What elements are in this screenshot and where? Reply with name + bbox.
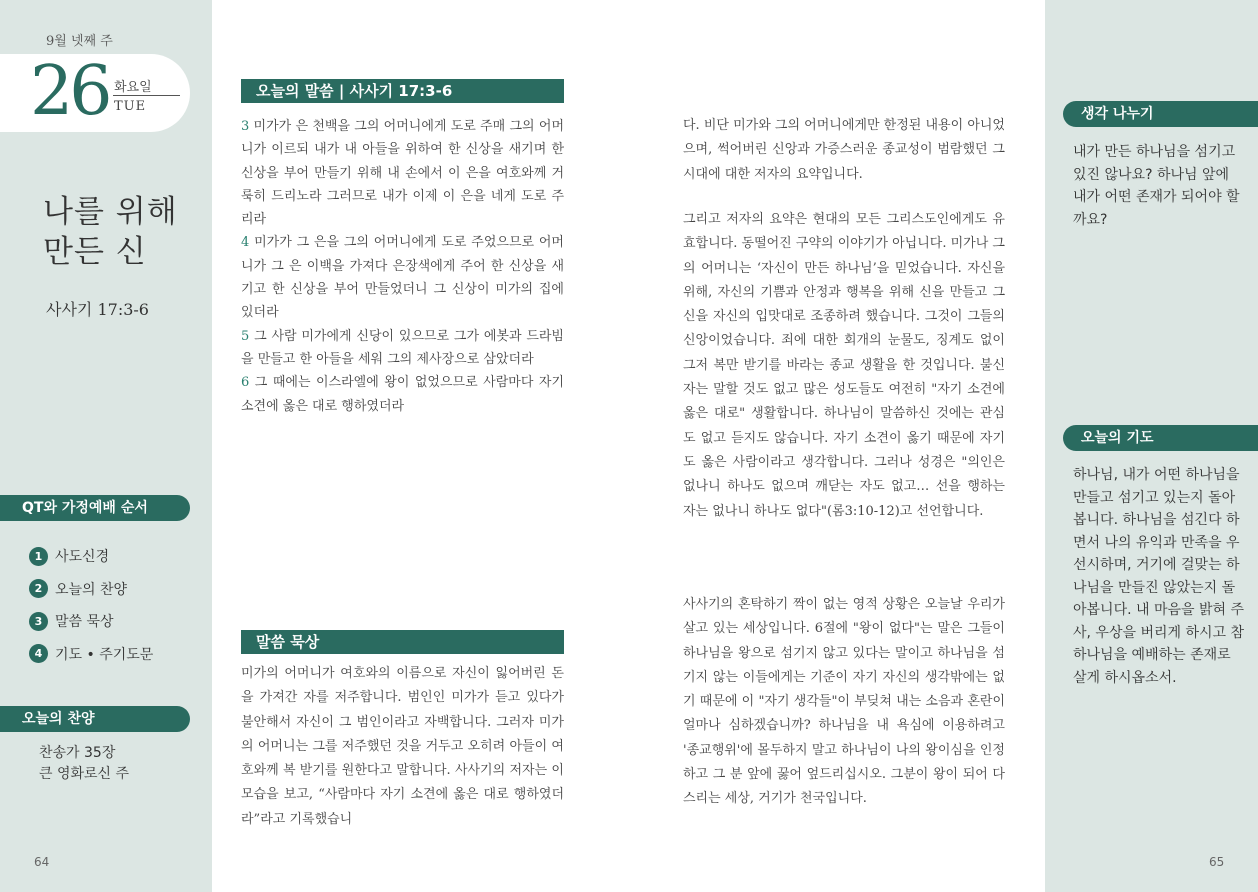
order-item [29, 638, 153, 671]
date-divider [113, 95, 180, 96]
day-of-week-english: TUE [114, 99, 147, 114]
verse-text: 그 사람 미가에게 신당이 있으므로 그가 에봇과 드라빔을 만들고 한 아들을 세워 그의 제사장으로 삼았더라 [241, 328, 564, 367]
todays-prayer-text: 하나님, 내가 어떤 하나님을 만들고 섬기고 있는지 돌아봅니다. 하나님을 섬긴다 하면서 나의 유익과 만족을 우선시하며, 거기에 걸맞는 하나님을 만들진 않았는지 돌아봅니다. 내 마음을 밝혀 주사, 우상을 버리게 하시고 참 하나님을 예배하는 존재로 살게 하시옵소서. [1073, 467, 1245, 686]
number-badge: 2 [29, 579, 48, 598]
number-badge: 1 [29, 547, 48, 566]
todays-word-heading: 오늘의 말씀 | 사사기 17:3-6 [241, 79, 564, 103]
order-item-label: 말씀 묵상 [55, 614, 114, 631]
page-number-left: 64 [34, 855, 50, 869]
number-badge: 3 [29, 612, 48, 631]
left-sidebar [0, 0, 212, 892]
page-title: 나를 위해 만든 신 [43, 194, 178, 270]
body-paragraph: 사사기의 혼탁하기 짝이 없는 영적 상황은 오늘날 우리가 살고 있는 세상입니다. 6절에 "왕이 없다"는 말은 그들이 하나님을 왕으로 섬기지 않고 있다는 말이고 하나님을 섬기지 않는 이들에게는 기준이 자기 자신의 생각밖에는 없기 때문에 이 "자기 생각들"이 부딪쳐 내는 소음과 혼란이 얼마나 심하겠습니까? 하나님을 내 욕심에 이용하려고 '종교행위'에 몰두하지 말고 하나님이 나의 왕이심을 인정하고 그 분 앞에 꿇어 엎드리십시오. 그분이 왕이 되어 다스리는 세상, 거기가 천국입니다. [683, 597, 1005, 807]
order-item [29, 540, 153, 573]
verse-text: 그 때에는 이스라엘에 왕이 없었으므로 사람마다 자기 소견에 옳은 대로 행하였더라 [241, 375, 564, 414]
order-item-label: 기도 • 주기도문 [55, 646, 154, 663]
body-paragraph: 다. 비단 미가와 그의 어머니에게만 한정된 내용이 아니었으며, 썩어버린 신앙과 가증스러운 종교성이 범람했던 그 시대에 대한 저자의 요약입니다. [683, 118, 1005, 182]
verse-number: 6 [241, 375, 250, 391]
body-paragraph: 그리고 저자의 요약은 현대의 모든 그리스도인에게도 유효합니다. 동떨어진 구약의 이야기가 아닙니다. 미가나 그의 어머니는 ‘자신이 만든 하나님’을 믿었습니다. 자신을 위해, 자신의 기쁨과 안정과 행복을 위해 신을 만들고 그 신을 자신의 입맛대로 조종하려 했습니다. 그것이 그들의 신앙이었습니다. 죄에 대한 회개의 눈물도, 징계도 없이 그저 복만 받기를 바라는 종교 생활을 한 것입니다. 불신자는 말할 것도 없고 많은 성도들도 여전히 "자기 소견에 옳은 대로" 생활합니다. 하나님이 말씀하신 것에는 관심도 없고 듣지도 않습니다. 자기 소견이 옳기 때문에 자기도 옳은 사람이라고 생각합니다. 그러나 성경은 "의인은 없나니 하나도 없으며 깨닫는 자도 없고… 선을 행하는 자는 없나니 하나도 없다"(롬3:10-12)고 선언합니다. [683, 212, 1005, 519]
order-heading: QT와 가정예배 순서 [0, 495, 190, 521]
week-label: 9월 넷째 주 [46, 34, 113, 49]
verse-text: 미가가 그 은을 그의 어머니에게 도로 주었으므로 어머니가 그 은 이백을 가져다 은장색에게 주어 한 신상을 새기고 한 신상을 부어 만들었더니 그 신상이 미가의 집에 있더라 [241, 235, 564, 321]
hymn-title: 큰 영화로신 주 [39, 766, 130, 782]
order-item-label: 사도신경 [55, 549, 110, 566]
verse-number: 3 [241, 119, 250, 134]
verse-number: 4 [241, 235, 250, 251]
hymn-number: 찬송가 35장 [39, 745, 116, 761]
sharing-thoughts-text: 내가 만든 하나님을 섬기고 있진 않나요? 하나님 앞에 내가 어떤 존재가 되어야 할까요? [1073, 144, 1240, 228]
order-item-label: 오늘의 찬양 [55, 581, 128, 598]
hymn-heading: 오늘의 찬양 [0, 706, 190, 732]
verse-text: 미가가 은 천백을 그의 어머니에게 도로 주매 그의 어머니가 이르되 내가 내 아들을 위하여 한 신상을 새기며 한 신상을 부어 만들기 위해 내 손에서 이 은을 여호와께 거룩히 드리노라 그러므로 내가 이제 이 은을 네게 도로 주리라 [241, 119, 564, 228]
verse-number: 5 [241, 328, 250, 344]
number-badge: 4 [29, 644, 48, 663]
order-item [29, 573, 153, 606]
meditation-heading: 말씀 묵상 [241, 630, 564, 654]
scripture-reference: 사사기 17:3-6 [46, 300, 149, 319]
day-of-week-korean: 화요일 [114, 80, 152, 95]
page-number-right: 65 [1209, 855, 1225, 869]
hymn-info [39, 743, 129, 785]
todays-prayer-heading: 오늘의 기도 [1063, 425, 1258, 451]
order-list [29, 540, 153, 670]
meditation-paragraph: 미가의 어머니가 여호와의 이름으로 자신이 잃어버린 돈을 가져간 자를 저주합니다. 범인인 미가가 듣고 있다가 불안해서 자신이 그 범인이라고 자백합니다. 그러자 미가의 어머니는 그를 저주했던 것을 거두고 오히려 아들이 여호와께 복 받기를 원한다고 말합니다. 사사기의 저자는 이 모습을 보고, “사람마다 자기 소견에 옳은 대로 행하였더라”라고 기록했습니 [241, 666, 564, 827]
scripture-passage [241, 115, 564, 418]
order-item [29, 605, 153, 638]
date-number: 26 [30, 52, 109, 131]
sharing-thoughts-heading: 생각 나누기 [1063, 101, 1258, 127]
